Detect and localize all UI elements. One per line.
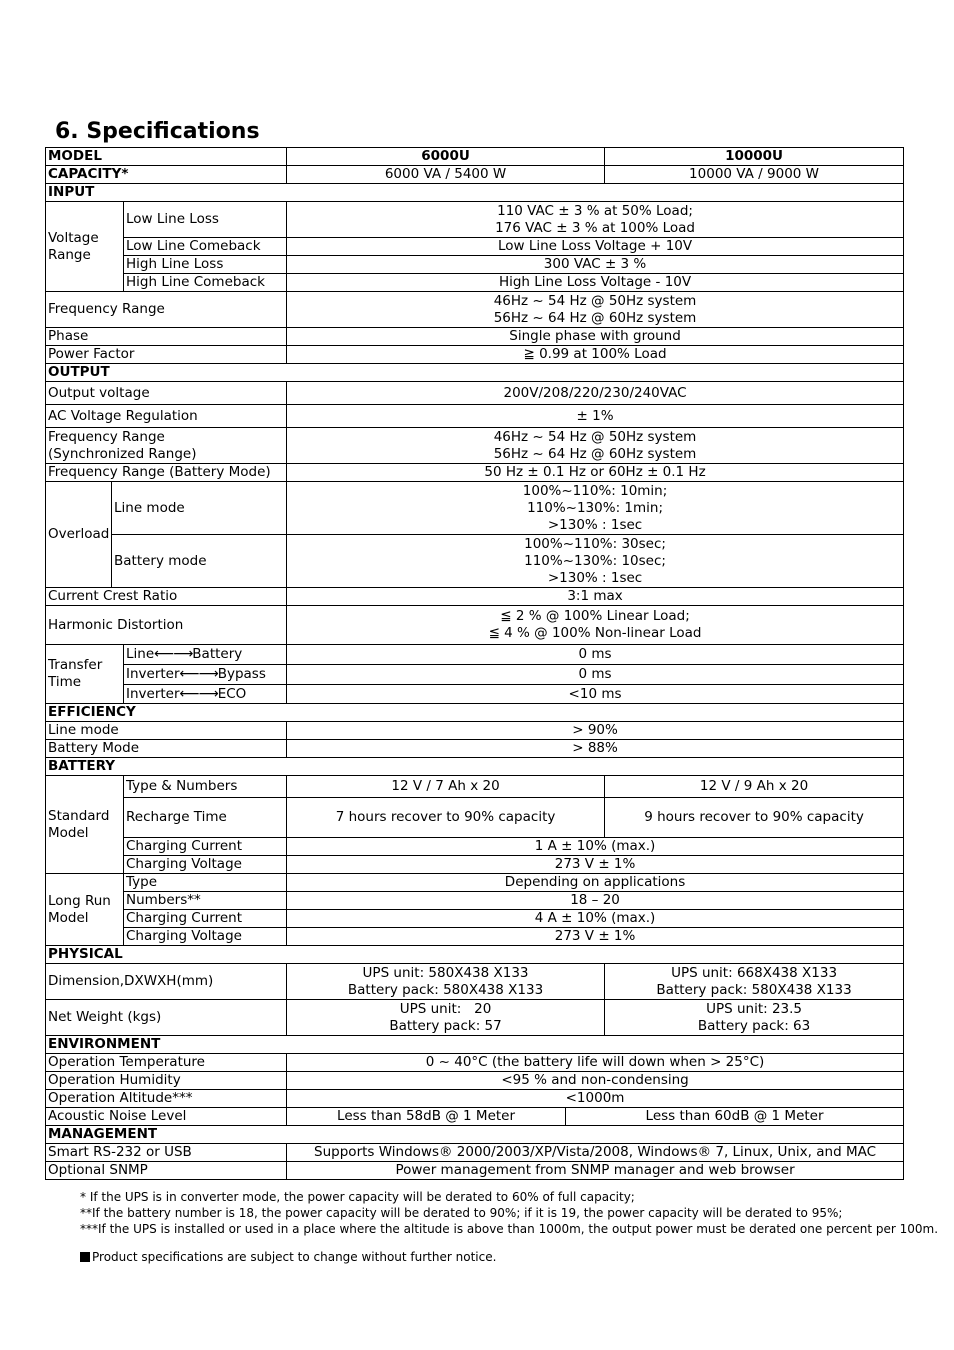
noise-label: Acoustic Noise Level bbox=[46, 1108, 287, 1126]
lr-type-label: Type bbox=[124, 874, 287, 892]
low-line-loss-label: Low Line Loss bbox=[124, 202, 287, 238]
charging-current-label: Charging Current bbox=[124, 838, 287, 856]
low-line-comeback-label: Low Line Comeback bbox=[124, 238, 287, 256]
temp-value: 0 ~ 40°C (the battery life will down when > 25°C) bbox=[287, 1054, 904, 1072]
table-row bbox=[46, 946, 904, 964]
table-row bbox=[46, 464, 904, 482]
eff-line-mode-label: Line mode bbox=[46, 722, 287, 740]
table-row bbox=[46, 838, 904, 856]
section-input: INPUT bbox=[46, 184, 904, 202]
dimension-10000u: UPS unit: 668X438 X133 Battery pack: 580X438 X133 bbox=[605, 964, 904, 1000]
power-factor-value: ≧ 0.99 at 100% Load bbox=[287, 346, 904, 364]
page-title: 6. Specifications bbox=[55, 119, 260, 144]
footnote: ***If the UPS is installed or used in a place where the altitude is above than 1000m, the output power must be derated one percent per 100m. bbox=[80, 1222, 939, 1236]
table-row bbox=[46, 1126, 904, 1144]
section-environment: ENVIRONMENT bbox=[46, 1036, 904, 1054]
type-numbers-10000u: 12 V / 9 Ah x 20 bbox=[605, 776, 904, 798]
table-row bbox=[46, 928, 904, 946]
table-row bbox=[46, 892, 904, 910]
lr-numbers-label: Numbers** bbox=[124, 892, 287, 910]
weight-10000u: UPS unit: 23.5 Battery pack: 63 bbox=[605, 1000, 904, 1036]
transfer-line-battery-label: Line⟵⟶Battery bbox=[124, 645, 287, 665]
lr-charging-current-value: 4 A ± 10% (max.) bbox=[287, 910, 904, 928]
freq-sync-label: Frequency Range (Synchronized Range) bbox=[46, 428, 287, 464]
table-row bbox=[46, 292, 904, 328]
table-row bbox=[46, 776, 904, 798]
table-row bbox=[46, 645, 904, 665]
table-row bbox=[46, 184, 904, 202]
altitude-label: Operation Altitude*** bbox=[46, 1090, 287, 1108]
double-arrow-icon: ⟵⟶ bbox=[154, 646, 193, 662]
table-row bbox=[46, 856, 904, 874]
table-row bbox=[46, 256, 904, 274]
harmonic-value: ≦ 2 % @ 100% Linear Load; ≦ 4 % @ 100% Non-linear Load bbox=[287, 606, 904, 645]
table-row bbox=[46, 364, 904, 382]
high-line-comeback-label: High Line Comeback bbox=[124, 274, 287, 292]
high-line-comeback-value: High Line Loss Voltage - 10V bbox=[287, 274, 904, 292]
transfer-inverter-eco-label: Inverter⟵⟶ECO bbox=[124, 685, 287, 704]
table-row bbox=[46, 740, 904, 758]
type-numbers-label: Type & Numbers bbox=[124, 776, 287, 798]
table-row bbox=[46, 685, 904, 704]
power-factor-label: Power Factor bbox=[46, 346, 287, 364]
table-row bbox=[46, 405, 904, 428]
table-row bbox=[46, 665, 904, 685]
table-row bbox=[46, 798, 904, 838]
crest-label: Current Crest Ratio bbox=[46, 588, 287, 606]
double-arrow-icon: ⟵⟶ bbox=[179, 666, 218, 682]
section-physical: PHYSICAL bbox=[46, 946, 904, 964]
transfer-inverter-bypass-value: 0 ms bbox=[287, 665, 904, 685]
eff-line-mode-value: > 90% bbox=[287, 722, 904, 740]
charging-current-value: 1 A ± 10% (max.) bbox=[287, 838, 904, 856]
overload-label: Overload bbox=[46, 482, 112, 588]
transfer-time-label: Transfer Time bbox=[46, 645, 124, 704]
smart-value: Supports Windows® 2000/2003/XP/Vista/2008, Windows® 7, Linux, Unix, and MAC bbox=[287, 1144, 904, 1162]
humidity-label: Operation Humidity bbox=[46, 1072, 287, 1090]
model-header: MODEL bbox=[46, 148, 287, 166]
double-arrow-icon: ⟵⟶ bbox=[179, 685, 218, 702]
section-output: OUTPUT bbox=[46, 364, 904, 382]
high-line-loss-value: 300 VAC ± 3 % bbox=[287, 256, 904, 274]
freq-battery-label: Frequency Range (Battery Mode) bbox=[46, 464, 287, 482]
overload-battery-mode-label: Battery mode bbox=[112, 535, 287, 588]
table-row bbox=[46, 588, 904, 606]
table-row bbox=[46, 606, 904, 645]
table-row bbox=[46, 346, 904, 364]
table-row bbox=[46, 148, 904, 166]
recharge-label: Recharge Time bbox=[124, 798, 287, 838]
model-6000u: 6000U bbox=[287, 148, 605, 166]
section-management: MANAGEMENT bbox=[46, 1126, 904, 1144]
transfer-inverter-eco-value: <10 ms bbox=[287, 685, 904, 704]
long-run-model-label: Long Run Model bbox=[46, 874, 124, 946]
model-10000u: 10000U bbox=[605, 148, 904, 166]
table-row bbox=[46, 1072, 904, 1090]
table-row bbox=[46, 874, 904, 892]
high-line-loss-label: High Line Loss bbox=[124, 256, 287, 274]
standard-model-label: Standard Model bbox=[46, 776, 124, 874]
freq-battery-value: 50 Hz ± 0.1 Hz or 60Hz ± 0.1 Hz bbox=[287, 464, 904, 482]
lr-charging-voltage-value: 273 V ± 1% bbox=[287, 928, 904, 946]
recharge-6000u: 7 hours recover to 90% capacity bbox=[287, 798, 605, 838]
table-row bbox=[46, 758, 904, 776]
lr-type-value: Depending on applications bbox=[287, 874, 904, 892]
type-numbers-6000u: 12 V / 7 Ah x 20 bbox=[287, 776, 605, 798]
table-row bbox=[46, 382, 904, 405]
table-row bbox=[46, 274, 904, 292]
table-row bbox=[46, 1108, 904, 1126]
noise-6000u: Less than 58dB @ 1 Meter bbox=[287, 1108, 566, 1126]
table-row bbox=[46, 482, 904, 535]
specifications-table bbox=[45, 147, 904, 1180]
phase-label: Phase bbox=[46, 328, 287, 346]
snmp-label: Optional SNMP bbox=[46, 1162, 287, 1180]
voltage-range-label: Voltage Range bbox=[46, 202, 124, 292]
table-row bbox=[46, 1000, 904, 1036]
recharge-10000u: 9 hours recover to 90% capacity bbox=[605, 798, 904, 838]
transfer-inverter-bypass-label: Inverter⟵⟶Bypass bbox=[124, 665, 287, 685]
table-row bbox=[46, 722, 904, 740]
section-efficiency: EFFICIENCY bbox=[46, 704, 904, 722]
square-bullet-icon bbox=[80, 1252, 90, 1262]
output-voltage-value: 200V/208/220/230/240VAC bbox=[287, 382, 904, 405]
eff-battery-mode-label: Battery Mode bbox=[46, 740, 287, 758]
humidity-value: <95 % and non-condensing bbox=[287, 1072, 904, 1090]
table-row bbox=[46, 1090, 904, 1108]
lr-charging-voltage-label: Charging Voltage bbox=[124, 928, 287, 946]
table-row bbox=[46, 704, 904, 722]
table-row bbox=[46, 910, 904, 928]
overload-line-mode-label: Line mode bbox=[112, 482, 287, 535]
crest-value: 3:1 max bbox=[287, 588, 904, 606]
table-row bbox=[46, 1144, 904, 1162]
charging-voltage-value: 273 V ± 1% bbox=[287, 856, 904, 874]
table-row bbox=[46, 238, 904, 256]
ac-regulation-value: ± 1% bbox=[287, 405, 904, 428]
altitude-value: <1000m bbox=[287, 1090, 904, 1108]
table-row bbox=[46, 202, 904, 238]
footnote: * If the UPS is in converter mode, the power capacity will be derated to 60% of full capacity; bbox=[80, 1190, 635, 1204]
overload-line-mode-value: 100%~110%: 10min; 110%~130%: 1min; >130% : 1sec bbox=[287, 482, 904, 535]
lr-numbers-value: 18 – 20 bbox=[287, 892, 904, 910]
harmonic-label: Harmonic Distortion bbox=[46, 606, 287, 645]
dimension-label: Dimension,DXWXH(mm) bbox=[46, 964, 287, 1000]
frequency-range-label: Frequency Range bbox=[46, 292, 287, 328]
dimension-6000u: UPS unit: 580X438 X133 Battery pack: 580X438 X133 bbox=[287, 964, 605, 1000]
weight-6000u: UPS unit: 20 Battery pack: 57 bbox=[287, 1000, 605, 1036]
freq-sync-value: 46Hz ~ 54 Hz @ 50Hz system 56Hz ~ 64 Hz @ 60Hz system bbox=[287, 428, 904, 464]
output-voltage-label: Output voltage bbox=[46, 382, 287, 405]
table-row bbox=[46, 1054, 904, 1072]
section-battery: BATTERY bbox=[46, 758, 904, 776]
table-row bbox=[46, 535, 904, 588]
weight-label: Net Weight (kgs) bbox=[46, 1000, 287, 1036]
table-row bbox=[46, 428, 904, 464]
footnote: **If the battery number is 18, the power capacity will be derated to 90%; if it is 19, the power capacity will be derated to 95%; bbox=[80, 1206, 843, 1220]
snmp-value: Power management from SNMP manager and web browser bbox=[287, 1162, 904, 1180]
capacity-label: CAPACITY* bbox=[46, 166, 287, 184]
transfer-line-battery-value: 0 ms bbox=[287, 645, 904, 665]
phase-value: Single phase with ground bbox=[287, 328, 904, 346]
smart-label: Smart RS-232 or USB bbox=[46, 1144, 287, 1162]
table-row bbox=[46, 328, 904, 346]
ac-regulation-label: AC Voltage Regulation bbox=[46, 405, 287, 428]
frequency-range-value: 46Hz ~ 54 Hz @ 50Hz system 56Hz ~ 64 Hz @ 60Hz system bbox=[287, 292, 904, 328]
low-line-loss-value: 110 VAC ± 3 % at 50% Load; 176 VAC ± 3 % at 100% Load bbox=[287, 202, 904, 238]
capacity-10000u: 10000 VA / 9000 W bbox=[605, 166, 904, 184]
eff-battery-mode-value: > 88% bbox=[287, 740, 904, 758]
table-row bbox=[46, 1036, 904, 1054]
charging-voltage-label: Charging Voltage bbox=[124, 856, 287, 874]
capacity-6000u: 6000 VA / 5400 W bbox=[287, 166, 605, 184]
table-row bbox=[46, 1162, 904, 1180]
table-row bbox=[46, 964, 904, 1000]
noise-10000u: Less than 60dB @ 1 Meter bbox=[566, 1108, 904, 1126]
footnotes bbox=[80, 1189, 938, 1237]
table-row bbox=[46, 166, 904, 184]
disclaimer: Product specifications are subject to change without further notice. bbox=[80, 1250, 496, 1264]
lr-charging-current-label: Charging Current bbox=[124, 910, 287, 928]
overload-battery-mode-value: 100%~110%: 30sec; 110%~130%: 10sec; >130% : 1sec bbox=[287, 535, 904, 588]
temp-label: Operation Temperature bbox=[46, 1054, 287, 1072]
low-line-comeback-value: Low Line Loss Voltage + 10V bbox=[287, 238, 904, 256]
